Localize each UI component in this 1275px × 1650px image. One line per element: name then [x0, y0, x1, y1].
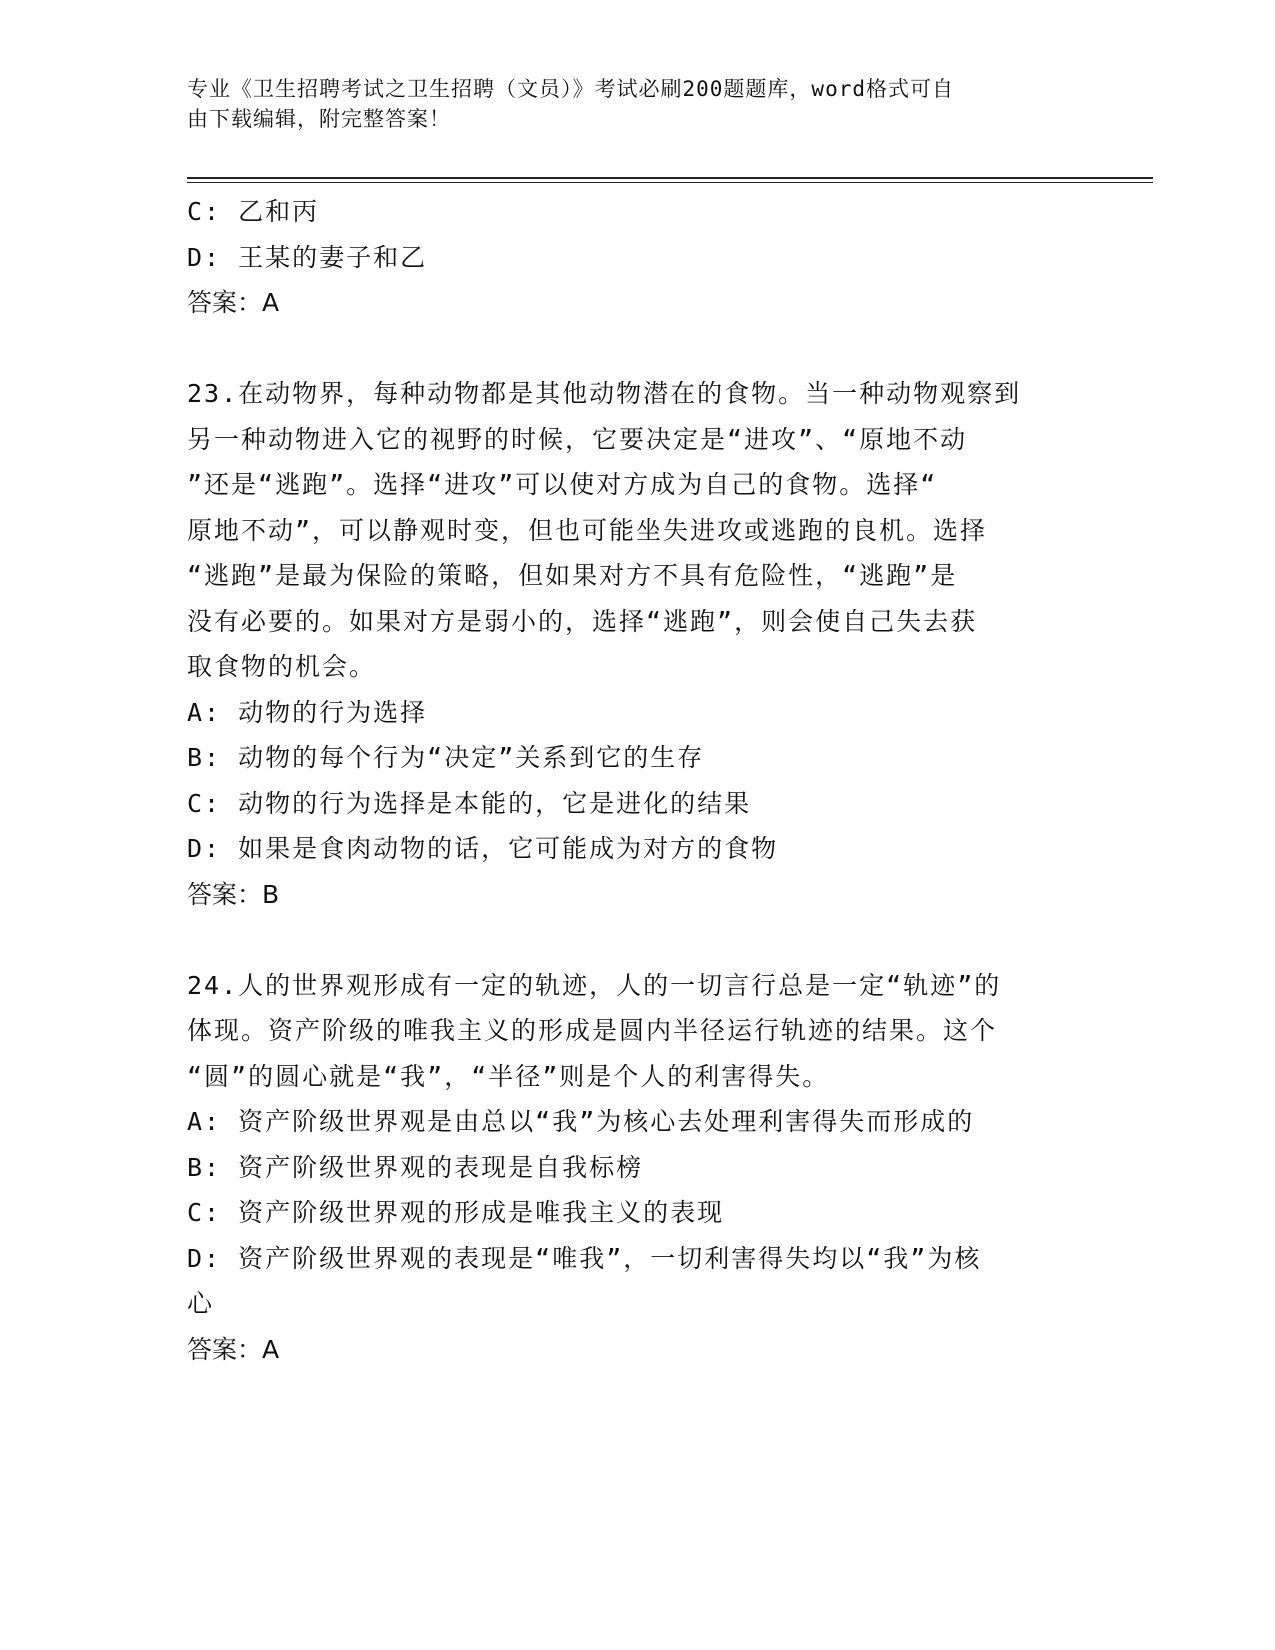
answer-line: 答案：A — [187, 1334, 280, 1364]
answer-line: 答案：A — [187, 288, 280, 317]
spacer — [187, 326, 1087, 372]
option-d: D: 王某的妻子和乙 — [187, 242, 428, 272]
previous-question — [187, 189, 1087, 326]
question-stem-line: “逃跑”是最为保险的策略，但如果对方不具有危险性，“逃跑”是 — [187, 561, 958, 590]
question-24 — [187, 963, 1087, 1373]
option-b: B: 资产阶级世界观的表现是自我标榜 — [187, 1152, 644, 1182]
answer-line: 答案：B — [187, 879, 280, 909]
question-stem-line: 没有必要的。如果对方是弱小的，选择“逃跑”，则会使自己失去获 — [187, 606, 978, 636]
question-stem-line: 体现。资产阶级的唯我主义的形成是圆内半径运行轨迹的结果。这个 — [187, 1016, 998, 1045]
question-stem-line: ”还是“逃跑”。选择“进攻”可以使对方成为自己的食物。选择“ — [187, 470, 938, 499]
header-line: 专业《卫生招聘考试之卫生招聘（文员）》考试必刷200题题库，word格式可自 — [187, 77, 954, 101]
option-a: A: 资产阶级世界观是由总以“我”为核心去处理利害得失而形成的 — [187, 1107, 975, 1136]
question-stem-line: 原地不动”，可以静观时变，但也可能坐失进攻或逃跑的良机。选择 — [187, 515, 988, 545]
page-header — [187, 74, 1087, 134]
option-b: B: 动物的每个行为“决定”关系到它的生存 — [187, 743, 705, 772]
option-a: A: 动物的行为选择 — [187, 697, 428, 727]
header-line: 由下载编辑，附完整答案！ — [187, 107, 451, 131]
question-stem-line: “圆”的圆心就是“我”，“半径”则是个人的利害得失。 — [187, 1061, 830, 1091]
option-c: C: 资产阶级世界观的形成是唯我主义的表现 — [187, 1198, 725, 1227]
question-23 — [187, 371, 1087, 917]
question-content — [187, 189, 1087, 1372]
question-stem-line: 24.人的世界观形成有一定的轨迹，人的一切言行总是一定“轨迹”的 — [187, 970, 1002, 1000]
option-d-continuation: 心 — [187, 1289, 215, 1318]
question-stem-line: 23.在动物界，每种动物都是其他动物潜在的食物。当一种动物观察到 — [187, 379, 1022, 408]
option-d: D: 如果是食肉动物的话，它可能成为对方的食物 — [187, 834, 779, 863]
question-stem-line: 另一种动物进入它的视野的时候，它要决定是“进攻”、“原地不动 — [187, 424, 968, 454]
spacer — [187, 917, 1087, 963]
option-c: C: 乙和丙 — [187, 197, 320, 226]
option-c: C: 动物的行为选择是本能的，它是进化的结果 — [187, 788, 752, 818]
header-divider-thick — [187, 177, 1153, 179]
header-divider-thin — [187, 182, 1153, 183]
option-d: D: 资产阶级世界观的表现是“唯我”，一切利害得失均以“我”为核 — [187, 1243, 982, 1273]
question-stem-line: 取食物的机会。 — [187, 652, 377, 681]
